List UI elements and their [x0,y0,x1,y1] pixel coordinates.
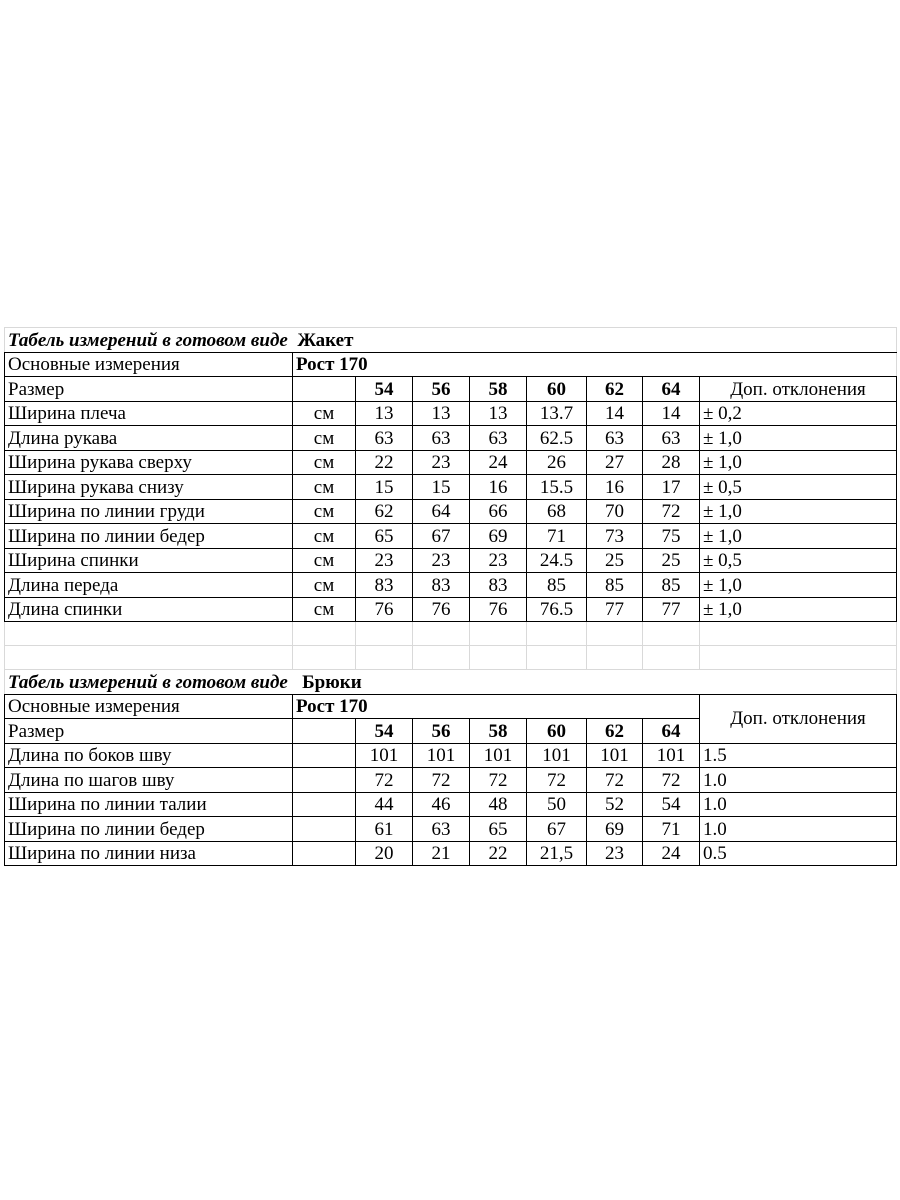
measure-value: 54 [643,792,700,817]
measure-value: 72 [643,768,700,793]
measure-value: 83 [470,573,527,598]
measure-value: 67 [413,524,470,549]
table-row [5,768,897,793]
measure-value: 50 [527,792,587,817]
measure-value: 24 [643,841,700,866]
measure-value: 76.5 [527,597,587,622]
measure-unit: см [293,548,356,573]
measure-unit: см [293,450,356,475]
trousers-size-56: 56 [413,719,470,744]
measure-value: 70 [587,499,643,524]
measure-value: 21,5 [527,841,587,866]
measure-value: 101 [470,743,527,768]
measure-value: 101 [527,743,587,768]
measure-value: 16 [470,475,527,500]
jacket-deviation-label: Доп. отклонения [700,377,897,402]
jacket-size-60: 60 [527,377,587,402]
jacket-title-italic: Табель измерений в готовом виде [8,329,288,351]
measure-deviation: ± 1,0 [700,573,897,598]
jacket-size-label: Размер [5,377,293,402]
jacket-size-row [5,377,897,402]
measure-value: 23 [413,548,470,573]
trousers-size-58: 58 [470,719,527,744]
measure-name: Ширина спинки [5,548,293,573]
measure-deviation: ± 1,0 [700,524,897,549]
measure-value: 76 [356,597,413,622]
measure-value: 63 [413,426,470,451]
measure-deviation: 1.0 [700,768,897,793]
trousers-size-54: 54 [356,719,413,744]
measure-value: 20 [356,841,413,866]
measure-value: 14 [587,401,643,426]
measure-value: 101 [413,743,470,768]
measure-value: 68 [527,499,587,524]
measure-value: 69 [587,817,643,842]
measure-deviation: ± 1,0 [700,426,897,451]
table-row [5,426,897,451]
measure-value: 71 [643,817,700,842]
measure-deviation: ± 1,0 [700,597,897,622]
table-row [5,450,897,475]
measure-value: 22 [356,450,413,475]
measure-name: Длина по боков шву [5,743,293,768]
measure-value: 15.5 [527,475,587,500]
measure-value: 72 [643,499,700,524]
measure-unit-empty [293,841,356,866]
measure-value: 25 [587,548,643,573]
measure-name: Длина спинки [5,597,293,622]
table-row [5,573,897,598]
measure-value: 13 [413,401,470,426]
trousers-size-64: 64 [643,719,700,744]
measure-value: 62.5 [527,426,587,451]
jacket-size-62: 62 [587,377,643,402]
measure-value: 64 [413,499,470,524]
jacket-height-label: Рост 170 [293,352,897,377]
spreadsheet [4,327,896,866]
measure-value: 14 [643,401,700,426]
measure-value: 23 [470,548,527,573]
measure-name: Ширина плеча [5,401,293,426]
measure-unit-empty [293,768,356,793]
trousers-title-name: Брюки [302,671,362,693]
measure-value: 65 [470,817,527,842]
jacket-size-54: 54 [356,377,413,402]
measure-value: 63 [356,426,413,451]
measure-name: Ширина по линии бедер [5,524,293,549]
measure-value: 77 [587,597,643,622]
measure-value: 44 [356,792,413,817]
measure-name: Длина по шагов шву [5,768,293,793]
measure-value: 73 [587,524,643,549]
measure-unit: см [293,499,356,524]
measure-deviation: ± 0,5 [700,548,897,573]
measure-unit: см [293,524,356,549]
measure-unit-empty [293,743,356,768]
measure-value: 27 [587,450,643,475]
measure-value: 46 [413,792,470,817]
measure-name: Ширина по линии низа [5,841,293,866]
trousers-title-italic: Табель измерений в готовом виде [8,671,288,693]
measure-name: Ширина рукава снизу [5,475,293,500]
measure-value: 83 [356,573,413,598]
measure-value: 61 [356,817,413,842]
measure-name: Ширина по линии груди [5,499,293,524]
trousers-title [5,670,897,695]
measure-value: 72 [527,768,587,793]
jacket-size-56: 56 [413,377,470,402]
measure-value: 28 [643,450,700,475]
measure-value: 101 [587,743,643,768]
measure-value: 13.7 [527,401,587,426]
measure-deviation: 1.5 [700,743,897,768]
measure-value: 17 [643,475,700,500]
measure-value: 24.5 [527,548,587,573]
measure-value: 63 [413,817,470,842]
jacket-size-58: 58 [470,377,527,402]
trousers-size-label: Размер [5,719,293,744]
jacket-main-row [5,352,897,377]
measure-value: 72 [356,768,413,793]
trousers-size-60: 60 [527,719,587,744]
table-row [5,524,897,549]
measure-value: 24 [470,450,527,475]
trousers-size-empty [293,719,356,744]
measure-value: 65 [356,524,413,549]
measure-value: 16 [587,475,643,500]
measure-value: 67 [527,817,587,842]
measure-value: 83 [413,573,470,598]
measure-name: Ширина рукава сверху [5,450,293,475]
measure-value: 69 [470,524,527,549]
measure-value: 85 [527,573,587,598]
measure-value: 71 [527,524,587,549]
trousers-main-row [5,694,897,719]
measure-value: 72 [587,768,643,793]
measure-value: 101 [356,743,413,768]
measure-value: 101 [643,743,700,768]
measure-deviation: ± 1,0 [700,499,897,524]
measure-value: 13 [356,401,413,426]
measure-value: 23 [356,548,413,573]
table-row [5,401,897,426]
jacket-title-name: Жакет [297,329,354,351]
table-row [5,475,897,500]
spacer-row [5,646,897,670]
table-row [5,792,897,817]
measure-value: 62 [356,499,413,524]
jacket-title-row [5,328,897,353]
table-row [5,817,897,842]
measure-value: 72 [413,768,470,793]
measure-value: 21 [413,841,470,866]
trousers-title-row [5,670,897,695]
measure-unit: см [293,573,356,598]
measure-deviation: ± 0,5 [700,475,897,500]
measure-unit-empty [293,792,356,817]
jacket-size-empty [293,377,356,402]
trousers-height-label: Рост 170 [293,694,700,719]
measurement-table [4,327,897,866]
measure-deviation: ± 1,0 [700,450,897,475]
jacket-size-64: 64 [643,377,700,402]
table-row [5,841,897,866]
measure-deviation: ± 0,2 [700,401,897,426]
measure-name: Ширина по линии бедер [5,817,293,842]
measure-unit: см [293,426,356,451]
measure-value: 13 [470,401,527,426]
measure-value: 15 [413,475,470,500]
measure-value: 15 [356,475,413,500]
measure-value: 23 [587,841,643,866]
measure-value: 85 [587,573,643,598]
trousers-size-62: 62 [587,719,643,744]
measure-value: 77 [643,597,700,622]
measure-name: Длина переда [5,573,293,598]
measure-unit: см [293,475,356,500]
spacer-row [5,622,897,646]
measure-name: Ширина по линии талии [5,792,293,817]
measure-value: 26 [527,450,587,475]
measure-value: 22 [470,841,527,866]
table-row [5,499,897,524]
table-row [5,743,897,768]
measure-unit-empty [293,817,356,842]
measure-value: 76 [413,597,470,622]
jacket-title [5,328,897,353]
measure-name: Длина рукава [5,426,293,451]
table-row [5,548,897,573]
measure-value: 66 [470,499,527,524]
measure-value: 75 [643,524,700,549]
table-row [5,597,897,622]
measure-value: 25 [643,548,700,573]
measure-value: 76 [470,597,527,622]
measure-value: 72 [470,768,527,793]
measure-value: 52 [587,792,643,817]
measure-value: 85 [643,573,700,598]
measure-value: 23 [413,450,470,475]
measure-unit: см [293,401,356,426]
measure-value: 63 [643,426,700,451]
measure-value: 63 [470,426,527,451]
measure-deviation: 0.5 [700,841,897,866]
measure-deviation: 1.0 [700,817,897,842]
jacket-main-label: Основные измерения [5,352,293,377]
measure-unit: см [293,597,356,622]
measure-deviation: 1.0 [700,792,897,817]
measure-value: 63 [587,426,643,451]
measure-value: 48 [470,792,527,817]
trousers-deviation-label: Доп. отклонения [700,694,897,743]
trousers-main-label: Основные измерения [5,694,293,719]
